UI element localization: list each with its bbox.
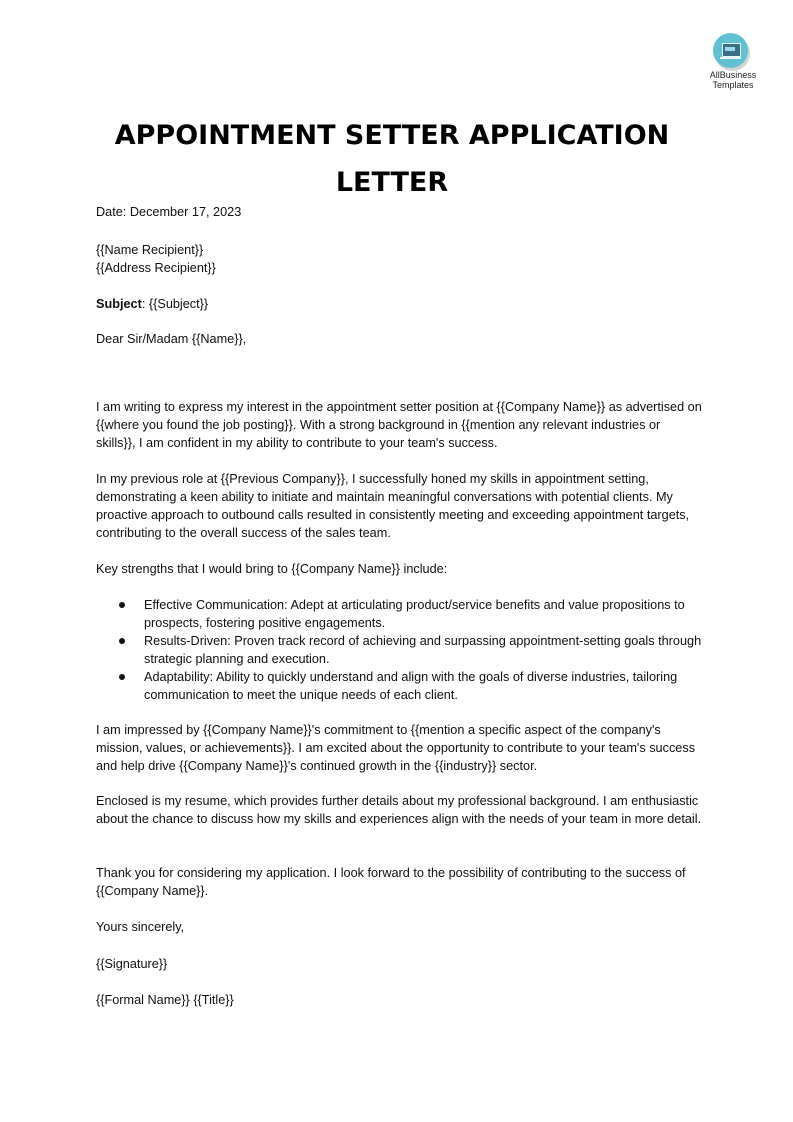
salutation: Dear Sir/Madam {{Name}},	[96, 332, 247, 346]
allbusiness-templates-logo	[700, 32, 766, 92]
strength-text: Adaptability: Ability to quickly understand and align with the goals of diverse industries, tailoring communication to meet the unique needs of each client.	[144, 670, 678, 702]
bullet-icon	[119, 674, 125, 680]
formal-name-title: {{Formal Name}} {{Title}}	[96, 993, 234, 1007]
strength-text: Results-Driven: Proven track record of achieving and surpassing appointment-setting goals through strategic planning and execution.	[144, 634, 702, 666]
title-line-1: APPOINTMENT SETTER APPLICATION	[114, 120, 670, 151]
closing: Yours sincerely,	[96, 920, 185, 934]
list-item	[96, 668, 702, 704]
list-item	[96, 632, 702, 668]
bullet-icon	[119, 638, 125, 644]
paragraph-previous-role: In my previous role at {{Previous Company}}, I successfully honed my skills in appointment setting, demonstrating a keen ability to initiate and maintain meaningful conversations with potential clients. My proactive approach to outbound calls resulted in consistently meeting and exceeding appointment targets, contributing to the overall success of the sales team.	[96, 472, 690, 540]
paragraph-enclosed-resume: Enclosed is my resume, which provides further details about my professional background. I am enthusiastic about the chance to discuss how my skills and experiences align with the needs of your team in more detail.	[96, 794, 702, 826]
recipient-name: {{Name Recipient}}	[96, 243, 204, 257]
bullet-icon	[119, 602, 125, 608]
paragraph-key-strengths-intro: Key strengths that I would bring to {{Company Name}} include:	[96, 562, 448, 576]
strengths-list	[96, 596, 702, 704]
strength-text: Effective Communication: Adept at articulating product/service benefits and value propositions to prospects, fostering positive engagements.	[144, 598, 685, 630]
logo-line-2: Templates	[712, 80, 754, 90]
subject-value: : {{Subject}}	[141, 297, 209, 311]
paragraph-impressed: I am impressed by {{Company Name}}'s commitment to {{mention a specific aspect of the company's mission, values, or achievements}}. I am excited about the opportunity to contribute to your team's success and help drive {{Company Name}}'s continued growth in the {{industry}} sector.	[96, 723, 696, 773]
date-line: Date: December 17, 2023	[96, 205, 242, 219]
title-line-2: LETTER	[335, 167, 449, 198]
recipient-address: {{Address Recipient}}	[96, 261, 216, 275]
subject-label: Subject	[96, 297, 142, 311]
laptop-icon	[713, 33, 748, 68]
paragraph-thank-you: Thank you for considering my application. I look forward to the possibility of contributing to the success of {{Company Name}}.	[96, 866, 686, 898]
signature-placeholder: {{Signature}}	[96, 957, 168, 971]
paragraph-interest: I am writing to express my interest in the appointment setter position at {{Company Name}} as advertised on {{where you found the job posting}}. With a strong background in {{mention any relevant industries or skills}}, I am confident in my ability to contribute to your team's success.	[96, 400, 702, 450]
logo-text	[700, 70, 766, 90]
logo-line-1: AllBusiness	[709, 70, 757, 80]
list-item	[96, 596, 702, 632]
subject-line	[96, 295, 702, 313]
document-title	[96, 112, 688, 206]
